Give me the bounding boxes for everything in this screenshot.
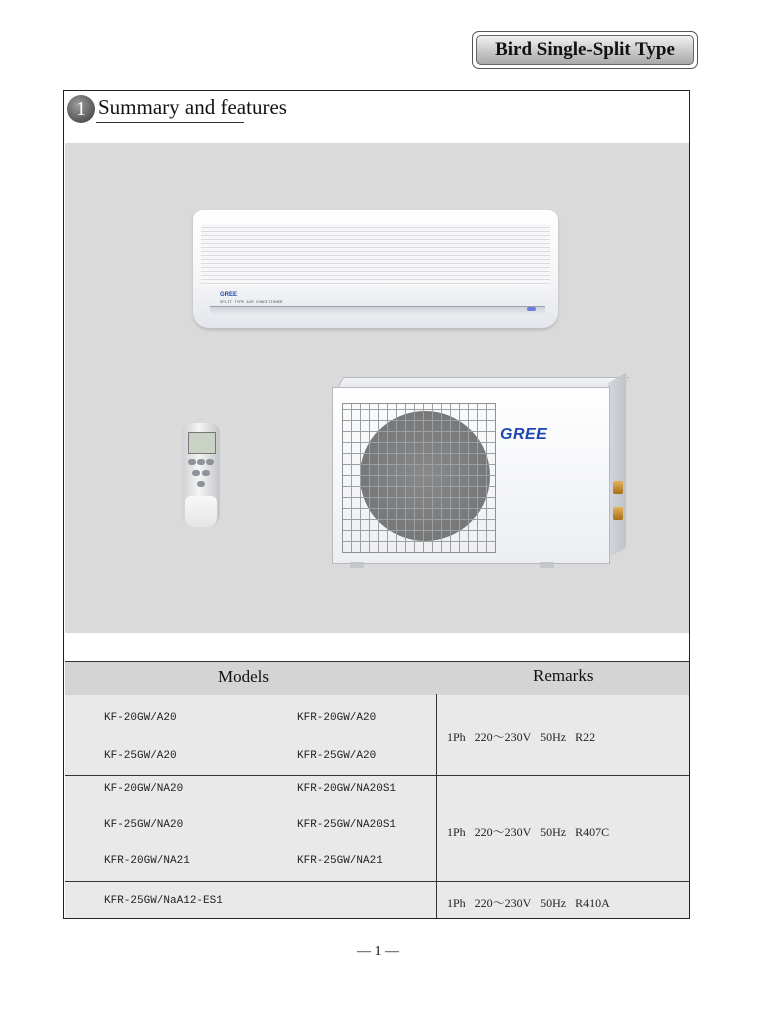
model-cell: KFR-20GW/A20	[297, 712, 377, 724]
table-column-divider	[436, 694, 437, 918]
remark-cell: 1Ph 220～230V 50Hz R410A	[447, 896, 610, 910]
model-cell: KFR-20GW/NA20S1	[297, 783, 397, 795]
section-number-badge: 1	[67, 95, 95, 123]
model-cell: KF-25GW/A20	[104, 750, 177, 762]
model-cell: KF-25GW/NA20	[104, 819, 184, 831]
indoor-unit-louvers	[201, 224, 550, 286]
remark-cell: 1Ph 220～230V 50Hz R407C	[447, 825, 610, 839]
outdoor-unit-image	[332, 377, 628, 572]
outdoor-unit-logo: GREE	[500, 426, 548, 443]
section-title: Summary and features	[98, 95, 287, 119]
refrigerant-valve-icon	[613, 481, 623, 494]
models-column-header: Models	[218, 667, 269, 686]
model-cell: KFR-25GW/A20	[297, 750, 377, 762]
remote-button	[202, 470, 210, 476]
model-cell: KFR-20GW/NA21	[104, 855, 190, 867]
outdoor-unit-foot	[540, 562, 554, 568]
indoor-unit-image	[193, 210, 558, 328]
section-title-underline	[96, 122, 244, 123]
model-cell: KF-20GW/NA20	[104, 783, 184, 795]
models-table-header	[65, 661, 689, 696]
remarks-column-header: Remarks	[533, 666, 594, 685]
remote-control-image	[182, 423, 220, 527]
remark-cell: 1Ph 220～230V 50Hz R22	[447, 730, 596, 744]
refrigerant-valve-icon	[613, 507, 623, 520]
model-cell: KFR-25GW/NA20S1	[297, 819, 397, 831]
remote-button	[197, 459, 205, 465]
remote-base	[185, 496, 217, 527]
remote-screen	[188, 432, 216, 454]
outdoor-unit-foot	[350, 562, 364, 568]
model-cell: KF-20GW/A20	[104, 712, 177, 724]
table-row-divider	[65, 775, 689, 776]
indoor-unit-indicator	[527, 307, 536, 311]
model-cell: KFR-25GW/NaA12-ES1	[104, 895, 223, 907]
remote-button	[192, 470, 200, 476]
outdoor-unit-grille	[342, 403, 496, 553]
outdoor-unit-side	[608, 373, 626, 558]
models-table-body	[65, 695, 689, 918]
indoor-unit-subtitle: SPLIT TYPE AIR CONDITIONER	[220, 301, 283, 305]
document-type-badge	[472, 31, 698, 69]
indoor-unit-air-outlet	[210, 306, 545, 317]
page-number: — 1 —	[357, 944, 399, 959]
badge-inner	[476, 35, 694, 65]
badge-label: Bird Single-Split Type	[495, 39, 675, 60]
table-row-divider	[65, 881, 689, 882]
remote-button	[188, 459, 196, 465]
model-cell: KFR-25GW/NA21	[297, 855, 383, 867]
indoor-unit-logo: GREE	[220, 292, 238, 298]
remote-button	[197, 481, 205, 487]
remote-button	[206, 459, 214, 465]
